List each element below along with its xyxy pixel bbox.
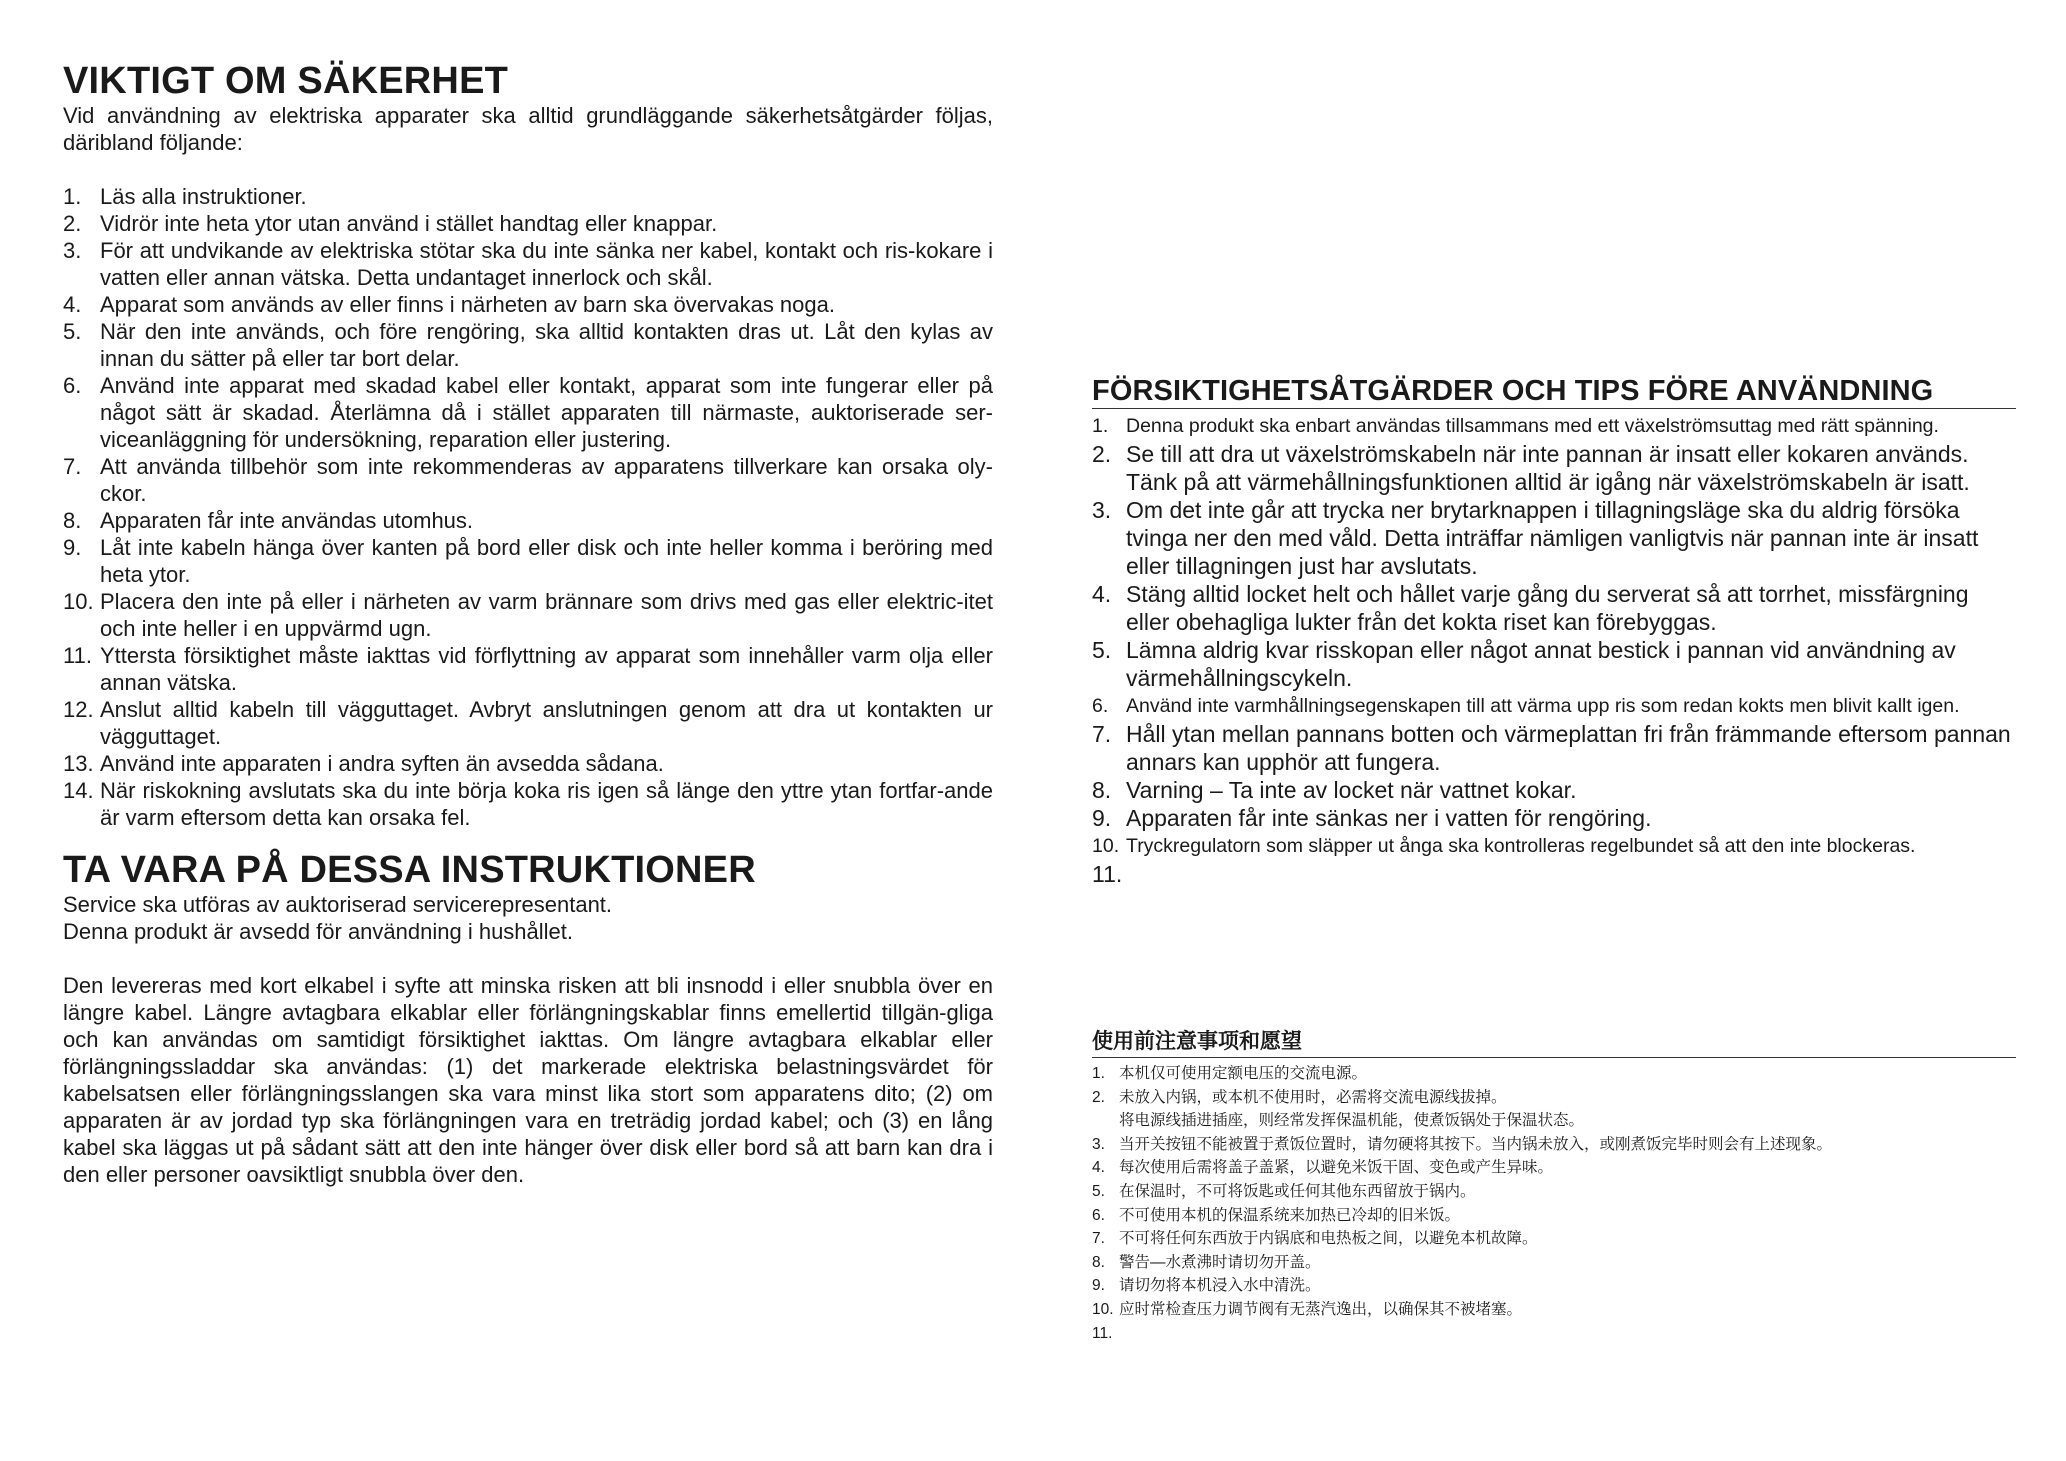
list-item: 14. När riskokning avslutats ska du inte börja koka ris igen så länge den yttre ytan fortfar-ande är varm eftersom detta kan orsaka fel. xyxy=(63,778,993,830)
list-item: 6. Använd inte varmhållningsegenskapen till att värma upp ris som redan kokts men blivit kallt igen. xyxy=(1092,695,1960,717)
precautions-column-cn xyxy=(1092,1029,2016,1342)
list-item: 1. Denna produkt ska enbart användas tillsammans med ett växelströmsuttag med rätt spänning. xyxy=(1092,415,1939,437)
safety-heading: VIKTIGT OM SÄKERHET xyxy=(63,60,509,102)
precautions-heading-cn: 使用前注意事项和愿望 xyxy=(1092,1029,2016,1058)
list-item: 5. 在保温时，不可将饭匙或任何其他东西留放于锅内。 xyxy=(1092,1182,1476,1200)
list-item: 7. Håll ytan mellan pannans botten och värmeplattan fri från främmande eftersom pannan annars kan upphör att fungera. xyxy=(1092,721,2011,775)
safety-column xyxy=(63,60,993,1188)
list-item: 7. Att använda tillbehör som inte rekommenderas av apparatens tillverkare kan orsaka oly-ckor. xyxy=(63,454,993,506)
list-item: 8. Apparaten får inte användas utomhus. xyxy=(63,508,474,533)
household-line: Denna produkt är avsedd för användning i hushållet. xyxy=(63,919,574,944)
precautions-column-sv xyxy=(1092,374,2016,887)
list-item: 1. 本机仅可使用定额电压的交流电源。 xyxy=(1092,1065,1368,1082)
list-item: 8. Varning – Ta inte av locket när vattnet kokar. xyxy=(1092,777,1577,803)
list-item: 5. När den inte används, och före rengöring, ska alltid kontakten dras ut. Låt den kylas av innan du sätter på eller tar bort delar. xyxy=(63,319,993,371)
list-item: 4. Stäng alltid locket helt och hållet varje gång du serverat så att torrhet, missfärgning eller obehagliga lukter från det kokta riset kan förebyggas. xyxy=(1092,581,1969,635)
list-item: 2. Se till att dra ut växelströmskabeln när inte pannan är insatt eller kokaren används. Tänk på att värmehållningsfunktionen alltid är igång när växelströmskabeln är isatt. xyxy=(1092,441,1970,495)
list-item: 3. För att undvikande av elektriska stötar ska du inte sänka ner kabel, kontakt och ris-kokare i vatten eller annan vätska. Detta undantaget innerlock och skål. xyxy=(63,238,993,290)
list-item: 6. Använd inte apparat med skadad kabel eller kontakt, apparat som inte fungerar eller på något sätt är skadad. Återlämna då i stället apparaten till närmaste, auktoriserade ser-viceanläggning för undersökning, reparation eller justering. xyxy=(63,373,993,452)
precautions-list-cn: 1. 本机仅可使用定额电压的交流电源。 2. 未放入内锅，或本机不使用时，必需将交流电源线拔掉。 将电源线插进插座，则经常发挥保温机能，使煮饭锅处于保温状态。 3. 当开关按钮不能被置于煮饭位置时，请勿硬将其按下。当内锅未放入，或刚煮饭完毕时则会有上述现象。 4. 每次使用后需将盖子盖紧，以避免米饭干固、变色或产生异味。 5. 在保温时，不可将饭匙或任何其他东西留放于锅内。 6. 不可使用本机的保温系统来加热已冷却的旧米饭。 7. 不可将任何东西放于内锅底和电热板之间，以避免本机故障。 8. 警告—水煮沸时请切勿开盖。 9. 请切勿将本机浸入水中清洗。 10. 应时常检查压力调节阀有无蒸汽逸出，以确保其不被堵塞。 11. xyxy=(1092,1062,2016,1322)
list-item: 10. Placera den inte på eller i närheten av varm brännare som drivs med gas eller elektric-itet och inte heller i en uppvärmd ugn. xyxy=(63,589,993,641)
list-item: 将电源线插进插座，则经常发挥保温机能，使煮饭锅处于保温状态。 xyxy=(1119,1112,1585,1130)
list-item: 8. 警告—水煮沸时请切勿开盖。 xyxy=(1092,1253,1321,1271)
list-item: 11. Yttersta försiktighet måste iakttas vid förflyttning av apparat som innehåller varm olja eller annan vätska. xyxy=(63,643,993,695)
safety-intro: Vid användning av elektriska apparater ska alltid grundläggande säkerhetsåtgärder följas, däribland följande: xyxy=(63,103,993,155)
list-item: 13. Använd inte apparaten i andra syften än avsedda sådana. xyxy=(63,751,664,776)
list-item: 12. Anslut alltid kabeln till vägguttaget. Avbryt anslutningen genom att dra ut kontakten ur vägguttaget. xyxy=(63,697,993,749)
list-item: 10. 应时常检查压力调节阀有无蒸汽逸出，以确保其不被堵塞。 xyxy=(1092,1300,1523,1318)
service-line: Service ska utföras av auktoriserad servicerepresentant. xyxy=(63,892,613,917)
list-item: 4. 每次使用后需将盖子盖紧，以避免米饭干固、变色或产生异味。 xyxy=(1092,1159,1554,1177)
list-item: 3. 当开关按钮不能被置于煮饭位置时，请勿硬将其按下。当内锅未放入，或刚煮饭完毕时则会有上述现象。 xyxy=(1092,1135,1833,1153)
list-item: 1. Läs alla instruktioner. xyxy=(63,184,307,209)
list-item: 9. 请切勿将本机浸入水中清洗。 xyxy=(1092,1277,1321,1295)
list-item: 10. Tryckregulatorn som släpper ut ånga ska kontrolleras regelbundet så att den inte blockeras. xyxy=(1092,835,1916,857)
list-item: 5. Lämna aldrig kvar risskopan eller något annat bestick i pannan vid användning av värmehållningscykeln. xyxy=(1092,637,1956,691)
list-item: 3. Om det inte går att trycka ner brytarknappen i tillagningsläge ska du aldrig försöka tvinga ner den med våld. Detta inträffar nämligen vanligtvis när pannan inte är insatt eller tillagningen just har avslutats. xyxy=(1092,497,1979,579)
precautions-list: 1. Denna produkt ska enbart användas tillsammans med ett växelströmsuttag med rätt spänning. 2. Se till att dra ut växelströmskabeln när inte pannan är insatt eller kokaren används. Tänk på att värmehållningsfunktionen alltid är igång när växelströmskabeln är isatt. 3. Om det inte går att trycka ner brytarknappen i tillagningsläge ska du aldrig försöka tvinga ner den med våld. Detta inträffar nämligen vanligtvis när pannan inte är insatt eller tillagningen just har avslutats. 4. Stäng alltid locket helt och hållet varje gång du serverat så att torrhet, missfärgning eller obehagliga lukter från det kokta riset kan förebyggas. 5. Lämna aldrig kvar risskopan eller något annat bestick i pannan vid användning av värmehållningscykeln. 6. Använd inte varmhållningsegenskapen till att värma upp ris som redan kokts men blivit kallt igen. 7. Håll ytan mellan pannans botten och värmeplattan fri från främmande eftersom pannan annars kan upphör att fungera. 8. Varning – Ta inte av locket när vattnet kokar. 9. Apparaten får inte sänkas ner i vatten för rengöring. 10. Tryckregulatorn som släpper ut ånga ska kontrolleras regelbundet så att den inte blockeras. 11. xyxy=(1092,412,2016,860)
list-item: 9. Apparaten får inte sänkas ner i vatten för rengöring. xyxy=(1092,805,1652,831)
instructions-heading: TA VARA PÅ DESSA INSTRUKTIONER xyxy=(63,849,756,891)
list-item: 2. 未放入内锅，或本机不使用时，必需将交流电源线拔掉。 xyxy=(1092,1088,1507,1106)
safety-list xyxy=(63,183,993,831)
list-item: 2. Vidrör inte heta ytor utan använd i stället handtag eller knappar. xyxy=(63,211,718,236)
list-item: 4. Apparat som används av eller finns i närheten av barn ska övervakas noga. xyxy=(63,292,835,317)
cable-paragraph: Den levereras med kort elkabel i syfte att minska risken att bli insnodd i eller snubbla över en längre kabel. Längre avtagbara elkablar eller förlängningskablar finns emellertid tillgän-gliga och kan användas om samtidigt försiktighet iakttas. Om längre avtagbara elkablar eller förlängningssladdar ska användas: (1) det markerade elektriska belastningsvärdet för kabelsatsen eller förlängningsslangen ska vara minst lika stort som apparatens dito; (2) om apparaten är av jordad typ ska förlängningen vara en treträdig jordad kabel; och (3) en lång kabel ska läggas ut på sådant sätt att den inte hänger över disk eller bord så att barn kan dra i den eller personer oavsiktligt snubbla över den. xyxy=(63,973,993,1187)
list-item: 9. Låt inte kabeln hänga över kanten på bord eller disk och inte heller komma i beröring med heta ytor. xyxy=(63,535,993,587)
list-item: 6. 不可使用本机的保温系统来加热已冷却的旧米饭。 xyxy=(1092,1206,1461,1224)
precautions-heading: FÖRSIKTIGHETSÅTGÄRDER OCH TIPS FÖRE ANVÄNDNING xyxy=(1092,374,2016,409)
list-item: 7. 不可将任何东西放于内锅底和电热板之间，以避免本机故障。 xyxy=(1092,1230,1538,1248)
